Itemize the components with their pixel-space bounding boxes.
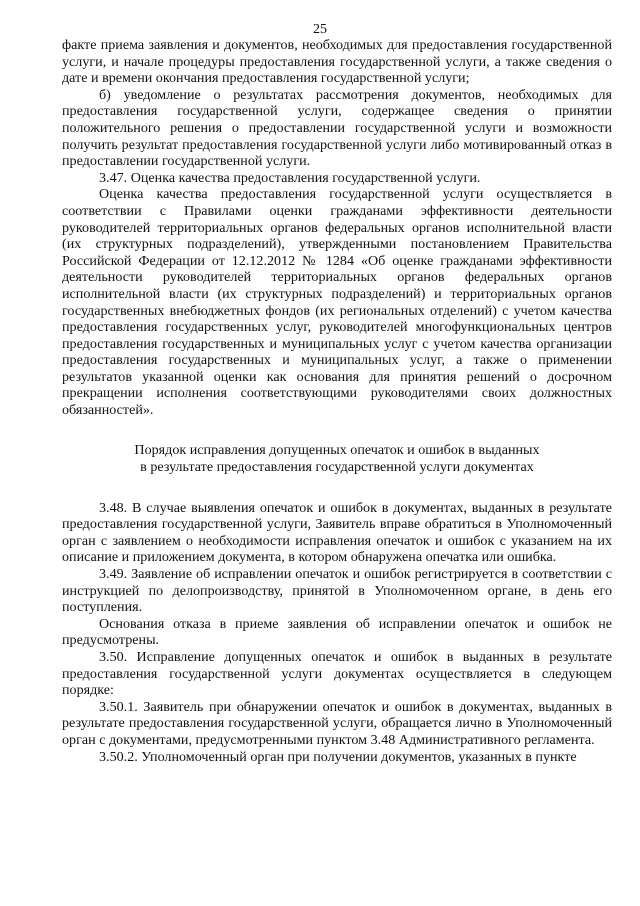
paragraph-3-48: 3.48. В случае выявления опечаток и ошибок в документах, выданных в результате предоставления государственной услуги, Заявитель вправе обратиться в Уполномоченный орган с заявлением о необходимости исправления опечаток и ошибок с указанием на их описание и приложением документа, в котором обнаружена опечатка или ошибка. xyxy=(62,499,612,566)
section-heading-line-2: в результате предоставления государственной услуги документах xyxy=(140,458,534,475)
paragraph-3-50: 3.50. Исправление допущенных опечаток и ошибок в выданных в результате предоставления государственной услуги документах осуществляется в следующем порядке: xyxy=(62,649,612,699)
paragraph-3-47: 3.47. Оценка качества предоставления государственной услуги. xyxy=(99,169,481,186)
paragraph-3-49: 3.49. Заявление об исправлении опечаток и ошибок регистрируется в соответствии с инструкцией по делопроизводству, принятой в Уполномоченном органе, в день его поступления. xyxy=(62,566,612,616)
section-heading-line-1: Порядок исправления допущенных опечаток и ошибок в выданных xyxy=(134,441,540,458)
paragraph-3-50-1: 3.50.1. Заявитель при обнаружении опечаток и ошибок в документах, выданных в результате предоставления государственной услуги, обращается лично в Уполномоченный орган с документами, предусмотренными пунктом 3.48 Административного регламента. xyxy=(62,698,612,748)
page-body xyxy=(62,37,612,765)
paragraph-notification-b: б) уведомление о результатах рассмотрения документов, необходимых для предоставления государственной услуги, содержащее сведения о принятии положительного решения о предоставлении государственной услуги и возможности получить результат предоставления государственной услуги либо мотивированный отказ в предоставлении государственной услуги. xyxy=(62,86,612,170)
section-heading xyxy=(62,442,612,476)
paragraph-3-50-2: 3.50.2. Уполномоченный орган при получении документов, указанных в пункте xyxy=(99,748,577,765)
page-number: 25 xyxy=(313,22,327,37)
paragraph-refusal-grounds: Основания отказа в приеме заявления об исправлении опечаток и ошибок не предусмотрены. xyxy=(62,615,612,649)
paragraph-continuation: факте приема заявления и документов, необходимых для предоставления государственной услуги, и начале процедуры предоставления государственной услуги, а также сведения о дате и времени окончания предоставления государственной услуги; xyxy=(62,37,612,87)
paragraph-quality-assessment: Оценка качества предоставления государственной услуги осуществляется в соответствии с Правилами оценки гражданами эффективности деятельности руководителей территориальных органов федеральных органов исполнительной власти (их структурных подразделений), утвержденными постановлением Правительства Российской Федерации от 12.12.2012 № 1284 «Об оценке гражданами эффективности деятельности руководителей территориальных органов федеральных органов исполнительной власти (их структурных подразделений) и территориальных органов государственных внебюджетных фондов (их региональных отделений) с учетом качества предоставления государственных услуг, руководителей многофункциональных центров предоставления государственных и муниципальных услуг с учетом качества организации предоставления государственных и муниципальных услуг, а также о применении результатов указанной оценки как основания для принятия решений о досрочном прекращении исполнения соответствующими руководителями своих должностных обязанностей». xyxy=(62,186,612,419)
